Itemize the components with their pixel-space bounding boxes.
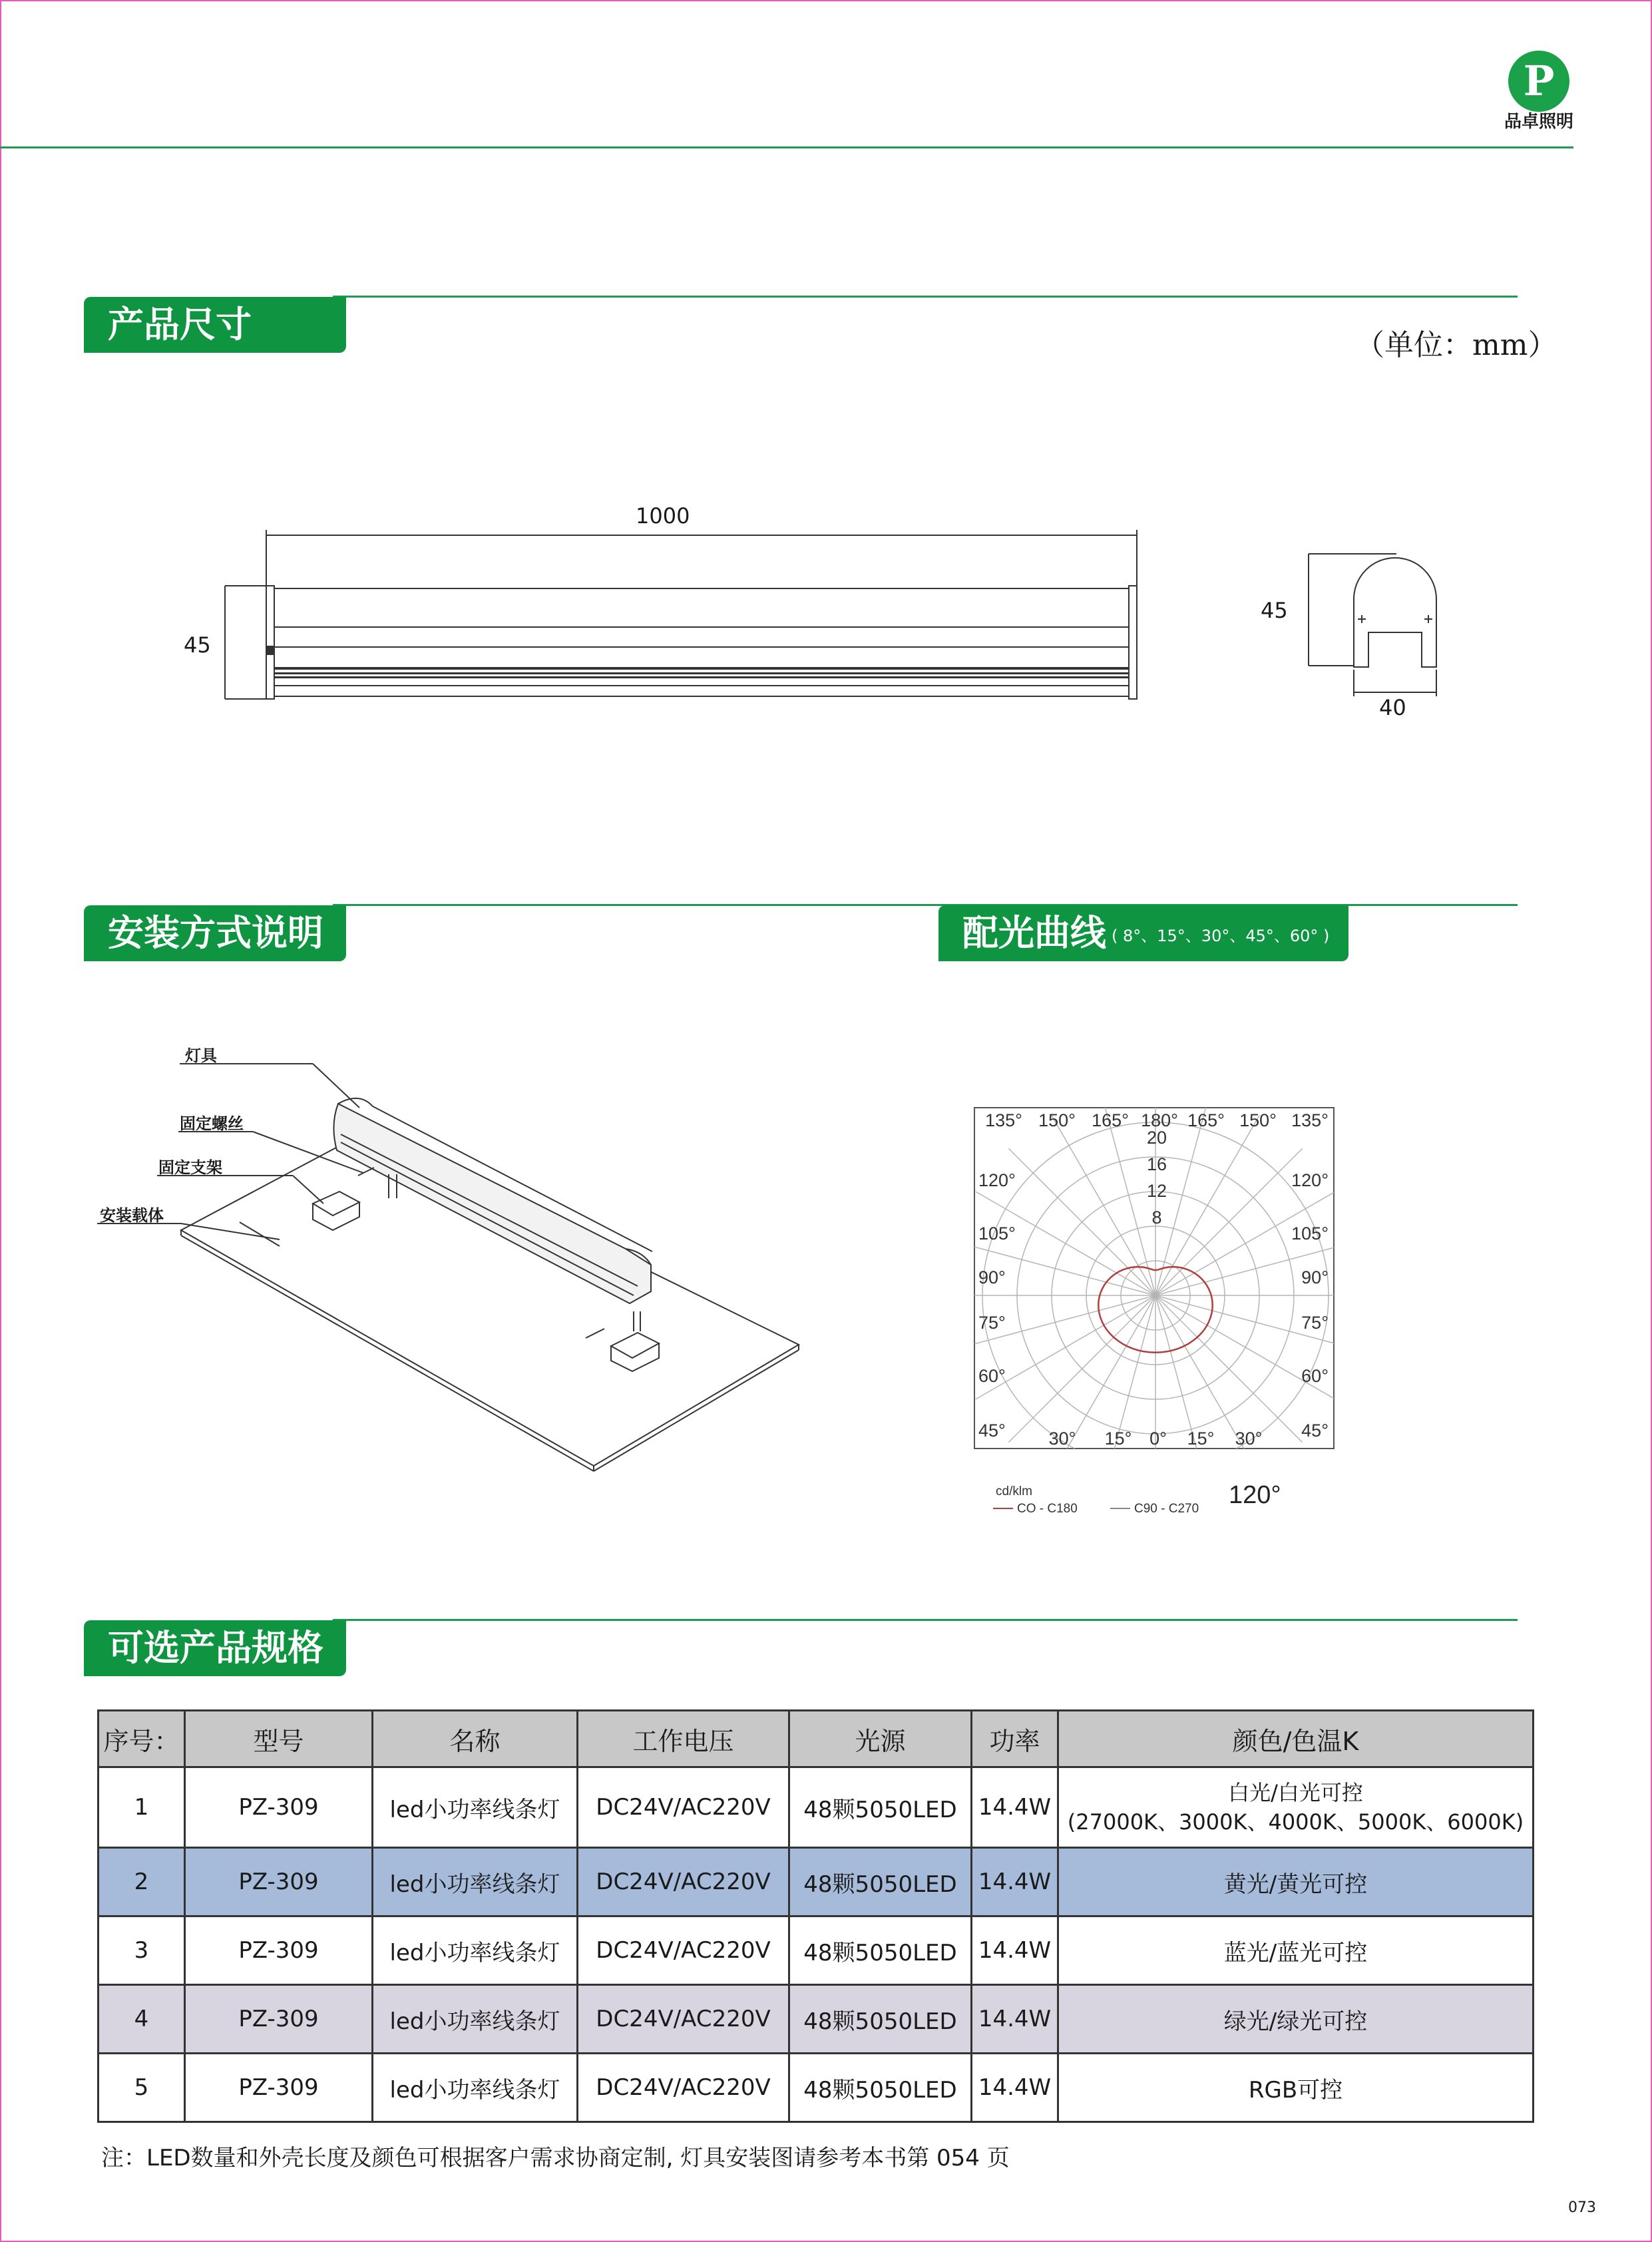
- cell-source: 48颗5050LED: [789, 1767, 972, 1848]
- cell-model: PZ-309: [185, 2054, 373, 2122]
- cell-name: led小功率线条灯: [373, 2054, 578, 2122]
- legend-c90-c270: C90 - C270: [1134, 1502, 1199, 1516]
- cell-voltage: DC24V/AC220V: [578, 1916, 789, 1985]
- header-voltage: 工作电压: [578, 1711, 789, 1767]
- polar-bottom-label: 0°: [1149, 1429, 1167, 1449]
- section-title-dimensions: 产品尺寸: [84, 297, 346, 353]
- polar-left-label: 75°: [978, 1313, 1006, 1333]
- page-number: 073: [1568, 2199, 1596, 2216]
- cell-power: 14.4W: [972, 1767, 1058, 1848]
- table-row: [99, 1916, 1534, 1985]
- polar-left-label: 45°: [978, 1421, 1006, 1441]
- profile-width-dimension: 40: [1379, 695, 1406, 720]
- polar-top-label: 150°: [1239, 1110, 1277, 1130]
- header-source: 光源: [789, 1711, 972, 1767]
- polar-right-label: 90°: [1301, 1267, 1329, 1287]
- section-divider: [333, 1619, 1518, 1621]
- cell-power: 14.4W: [972, 1848, 1058, 1916]
- cell-color: 蓝光/蓝光可控: [1058, 1916, 1534, 1985]
- cell-voltage: DC24V/AC220V: [578, 1985, 789, 2054]
- color-line: 白光/白光可控: [1228, 1780, 1363, 1805]
- cell-model: PZ-309: [185, 1767, 373, 1848]
- cell-name: led小功率线条灯: [373, 1767, 578, 1848]
- polar-top-label: 165°: [1092, 1110, 1129, 1130]
- cell-no: 5: [99, 2054, 185, 2122]
- cell-name: led小功率线条灯: [373, 1848, 578, 1916]
- polar-radial-label: 8: [1151, 1208, 1162, 1228]
- table-row: [99, 1848, 1534, 1916]
- polar-right-label: 120°: [1291, 1170, 1329, 1190]
- cell-voltage: DC24V/AC220V: [578, 1848, 789, 1916]
- cell-name: led小功率线条灯: [373, 1916, 578, 1985]
- cell-source: 48颗5050LED: [789, 1985, 972, 2054]
- cell-power: 14.4W: [972, 2054, 1058, 2122]
- cell-no: 3: [99, 1916, 185, 1985]
- unit-label: （单位：mm）: [1355, 328, 1557, 362]
- callout-carrier: 安装载体: [100, 1206, 164, 1225]
- brand-logo-icon: P: [1508, 51, 1569, 112]
- legend-c0-c180: CO - C180: [1017, 1502, 1078, 1516]
- brand-name: 品卓照明: [1504, 112, 1573, 132]
- header-power: 功率: [972, 1711, 1058, 1767]
- table-row: [99, 1985, 1534, 2054]
- polar-radial-label: 20: [1146, 1128, 1167, 1148]
- polar-left-label: 90°: [978, 1267, 1006, 1287]
- cell-name: led小功率线条灯: [373, 1985, 578, 2054]
- polar-top-label: 180°: [1141, 1110, 1178, 1130]
- beam-angle: 120°: [1229, 1481, 1281, 1509]
- header-name: 名称: [373, 1711, 578, 1767]
- polar-right-label: 105°: [1291, 1224, 1329, 1243]
- cell-no: 2: [99, 1848, 185, 1916]
- header-model: 型号: [185, 1711, 373, 1767]
- footnote: 注：LED数量和外壳长度及颜色可根据客户需求协商定制, 灯具安装图请参考本书第 054 页: [101, 2145, 1010, 2171]
- polar-bottom-label: 30°: [1235, 1429, 1263, 1449]
- polar-radial-label: 16: [1146, 1154, 1167, 1174]
- cell-power: 14.4W: [972, 1916, 1058, 1985]
- spec-table: [97, 1709, 1534, 2123]
- profile-height-dimension: 45: [1261, 598, 1288, 623]
- table-row: [99, 1767, 1534, 1848]
- header-color: 颜色/色温K: [1058, 1711, 1534, 1767]
- color-temp-line: (27000K、3000K、4000K、5000K、6000K): [1067, 1809, 1524, 1835]
- cell-color: 黄光/黄光可控: [1058, 1848, 1534, 1916]
- polar-right-label: 60°: [1301, 1366, 1329, 1386]
- callout-fixture: 灯具: [185, 1046, 217, 1065]
- cell-source: 48颗5050LED: [789, 1848, 972, 1916]
- polar-top-label: 135°: [1291, 1110, 1329, 1130]
- polar-unit: cd/klm: [996, 1484, 1032, 1498]
- polar-top-label: 150°: [1038, 1110, 1076, 1130]
- section-title-specs: 可选产品规格: [84, 1620, 346, 1676]
- cell-no: 4: [99, 1985, 185, 2054]
- polar-left-label: 120°: [978, 1170, 1016, 1190]
- polar-right-label: 45°: [1301, 1421, 1329, 1441]
- light-curve-angles: ( 8°、15°、30°、45°、60° ): [1112, 927, 1330, 945]
- cell-voltage: DC24V/AC220V: [578, 1767, 789, 1848]
- polar-top-label: 135°: [985, 1110, 1022, 1130]
- polar-bottom-label: 30°: [1048, 1429, 1076, 1449]
- polar-left-label: 105°: [978, 1224, 1016, 1243]
- table-header-row: [99, 1711, 1534, 1767]
- cell-model: PZ-309: [185, 1848, 373, 1916]
- callout-bracket: 固定支架: [158, 1158, 222, 1177]
- polar-right-label: 75°: [1301, 1313, 1329, 1333]
- length-dimension: 1000: [636, 503, 690, 529]
- cell-color: [1058, 1767, 1534, 1848]
- callout-screw: 固定螺丝: [180, 1114, 244, 1133]
- header-no: 序号：: [99, 1711, 185, 1767]
- polar-left-label: 60°: [978, 1366, 1006, 1386]
- cell-model: PZ-309: [185, 1985, 373, 2054]
- section-title-installation: 安装方式说明: [84, 905, 346, 961]
- side-height-dimension: 45: [184, 632, 211, 658]
- cell-source: 48颗5050LED: [789, 2054, 972, 2122]
- light-curve-title: 配光曲线: [962, 912, 1106, 954]
- polar-bottom-label: 15°: [1187, 1429, 1215, 1449]
- cell-no: 1: [99, 1767, 185, 1848]
- cell-model: PZ-309: [185, 1916, 373, 1985]
- cell-voltage: DC24V/AC220V: [578, 2054, 789, 2122]
- cell-color: RGB可控: [1058, 2054, 1534, 2122]
- polar-bottom-label: 15°: [1104, 1429, 1132, 1449]
- polar-top-label: 165°: [1187, 1110, 1225, 1130]
- cell-color: 绿光/绿光可控: [1058, 1985, 1534, 2054]
- table-row: [99, 2054, 1534, 2122]
- cell-power: 14.4W: [972, 1985, 1058, 2054]
- polar-radial-label: 12: [1146, 1181, 1167, 1201]
- cell-source: 48颗5050LED: [789, 1916, 972, 1985]
